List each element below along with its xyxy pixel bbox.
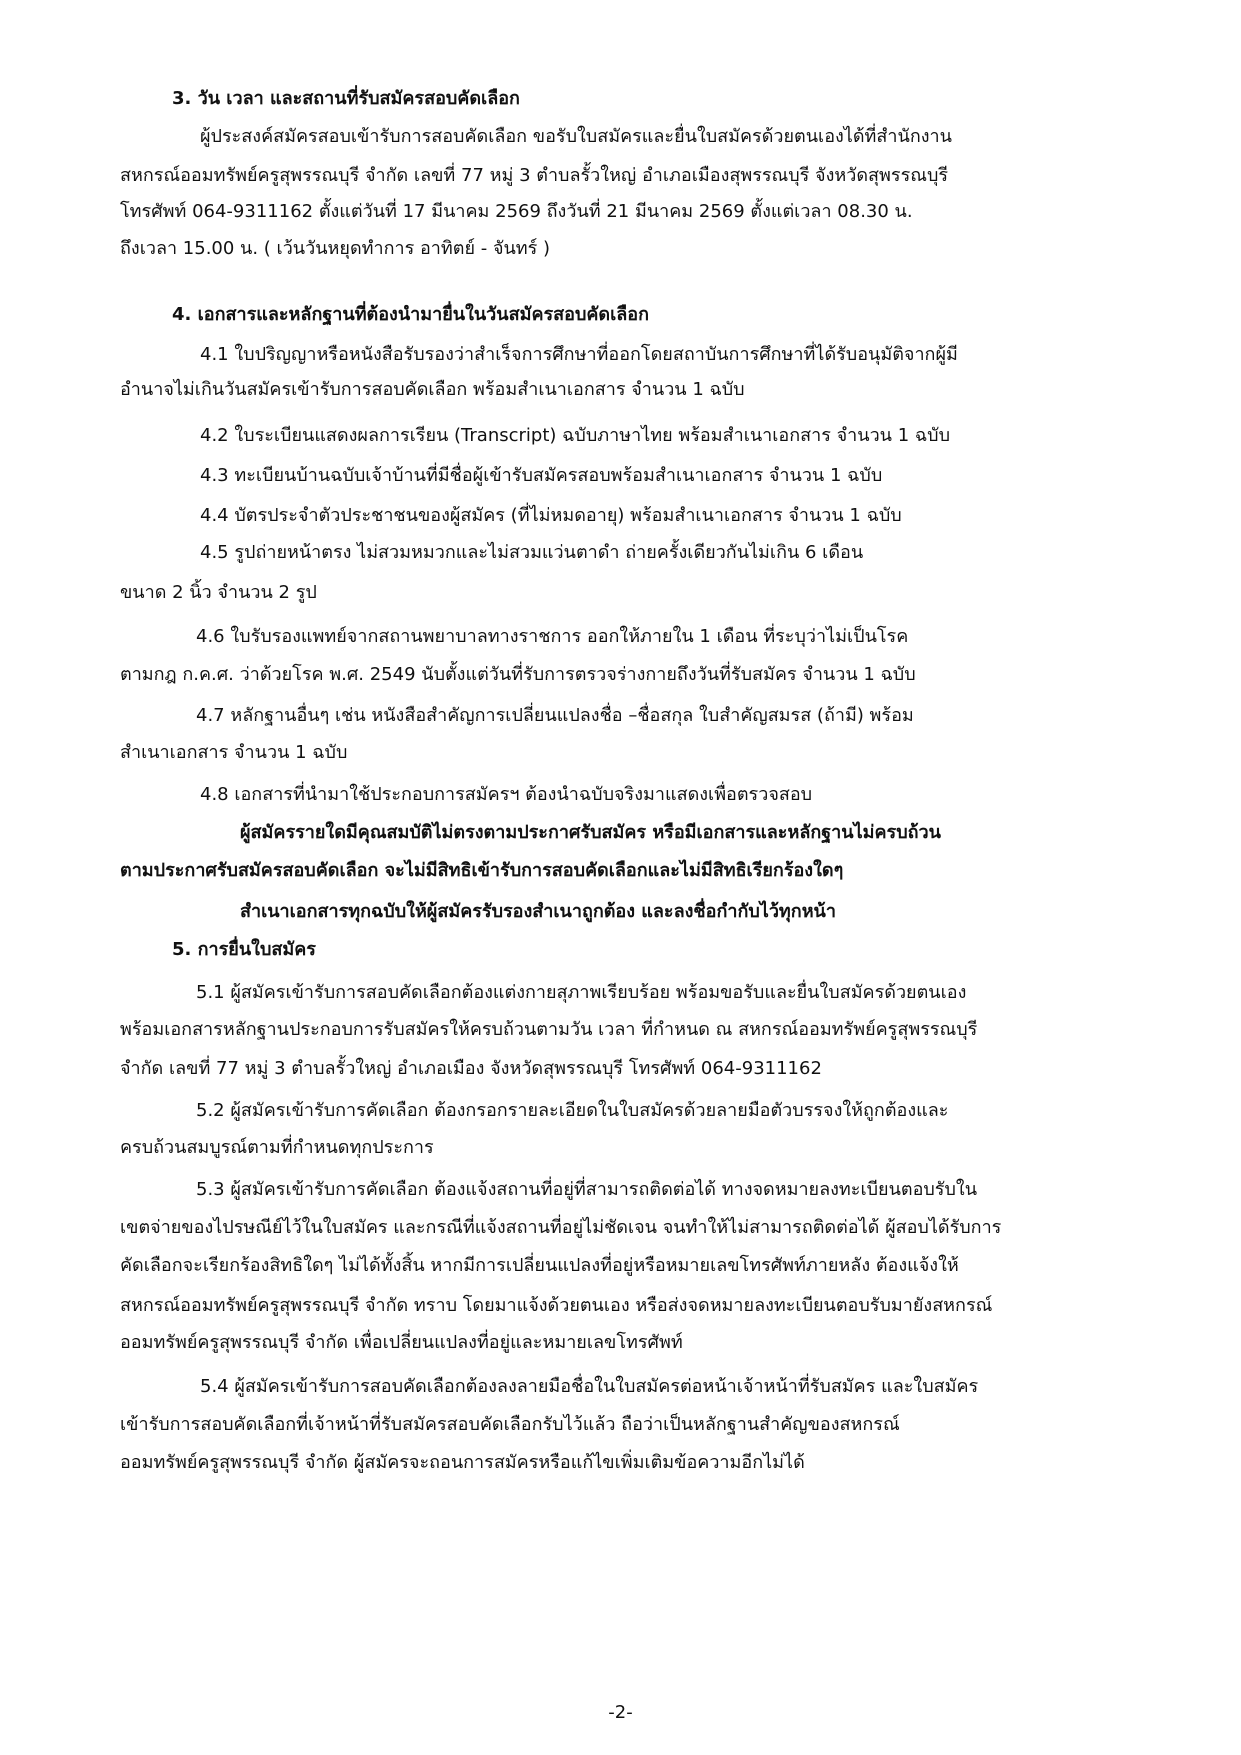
list-item-cont: จำกัด เลขที่ 77 หมู่ 3 ตำบลรั้วใหญ่ อำเภอเมือง จังหวัดสุพรรณบุรี โทรศัพท์ 064-9311162 <box>120 1058 822 1079</box>
list-item-cont: สหกรณ์ออมทรัพย์ครูสุพรรณบุรี จำกัด ทราบ โดยมาแจ้งด้วยตนเอง หรือส่งจดหมายลงทะเบียนตอบรับมายังสหกรณ์ <box>120 1295 993 1316</box>
list-item: 4.8 เอกสารที่นำมาใช้ประกอบการสมัครฯ ต้องนำฉบับจริงมาแสดงเพื่อตรวจสอบ <box>200 784 813 805</box>
list-item: 5.4 ผู้สมัครเข้ารับการสอบคัดเลือกต้องลงลายมือชื่อในใบสมัครต่อหน้าเจ้าหน้าที่รับสมัคร และใบสมัคร <box>200 1376 979 1397</box>
list-item-cont: ครบถ้วนสมบูรณ์ตามที่กำหนดทุกประการ <box>120 1137 434 1158</box>
list-item-cont: ออมทรัพย์ครูสุพรรณบุรี จำกัด ผู้สมัครจะถอนการสมัครหรือแก้ไขเพิ่มเติมข้อความอีกไม่ได้ <box>120 1452 805 1473</box>
paragraph-line: สหกรณ์ออมทรัพย์ครูสุพรรณบุรี จำกัด เลขที่ 77 หมู่ 3 ตำบลรั้วใหญ่ อำเภอเมืองสุพรรณบุรี จังหวัดสุพรรณบุรี <box>120 165 949 186</box>
list-item-cont: สำเนาเอกสาร จำนวน 1 ฉบับ <box>120 742 348 763</box>
list-item-cont: ตามกฎ ก.ค.ศ. ว่าด้วยโรค พ.ศ. 2549 นับตั้งแต่วันที่รับการตรวจร่างกายถึงวันที่รับสมัคร จำนวน 1 ฉบับ <box>120 664 916 685</box>
section-4-heading: 4. เอกสารและหลักฐานที่ต้องนำมายื่นในวันสมัครสอบคัดเลือก <box>172 304 649 325</box>
list-item: 4.5 รูปถ่ายหน้าตรง ไม่สวมหมวกและไม่สวมแว่นตาดำ ถ่ายครั้งเดียวกันไม่เกิน 6 เดือน <box>200 542 864 563</box>
list-item-cont: อำนาจไม่เกินวันสมัครเข้ารับการสอบคัดเลือก พร้อมสำเนาเอกสาร จำนวน 1 ฉบับ <box>120 379 745 400</box>
list-item: 4.4 บัตรประจำตัวประชาชนของผู้สมัคร (ที่ไม่หมดอายุ) พร้อมสำเนาเอกสาร จำนวน 1 ฉบับ <box>200 505 902 526</box>
list-item-cont: ขนาด 2 นิ้ว จำนวน 2 รูป <box>120 582 317 603</box>
list-item: 4.2 ใบระเบียนแสดงผลการเรียน (Transcript) ฉบับภาษาไทย พร้อมสำเนาเอกสาร จำนวน 1 ฉบับ <box>200 425 950 446</box>
list-item: 4.6 ใบรับรองแพทย์จากสถานพยาบาลทางราชการ ออกให้ภายใน 1 เดือน ที่ระบุว่าไม่เป็นโรค <box>196 626 909 647</box>
list-item: 5.2 ผู้สมัครเข้ารับการคัดเลือก ต้องกรอกรายละเอียดในใบสมัครด้วยลายมือตัวบรรจงให้ถูกต้องและ <box>196 1100 949 1121</box>
list-item-cont: พร้อมเอกสารหลักฐานประกอบการรับสมัครให้ครบถ้วนตามวัน เวลา ที่กำหนด ณ สหกรณ์ออมทรัพย์ครูสุพรรณบุรี <box>120 1019 978 1040</box>
notice-line: ตามประกาศรับสมัครสอบคัดเลือก จะไม่มีสิทธิเข้ารับการสอบคัดเลือกและไม่มีสิทธิเรียกร้องใดๆ <box>120 860 844 881</box>
list-item: 5.3 ผู้สมัครเข้ารับการคัดเลือก ต้องแจ้งสถานที่อยู่ที่สามารถติดต่อได้ ทางจดหมายลงทะเบียนตอบรับใน <box>196 1179 977 1200</box>
paragraph-line: ผู้ประสงค์สมัครสอบเข้ารับการสอบคัดเลือก ขอรับใบสมัครและยื่นใบสมัครด้วยตนเองได้ที่สำนักงาน <box>200 126 952 147</box>
page-number: -2- <box>608 1702 633 1723</box>
notice-line: สำเนาเอกสารทุกฉบับให้ผู้สมัครรับรองสำเนาถูกต้อง และลงชื่อกำกับไว้ทุกหน้า <box>240 901 836 922</box>
section-5-heading: 5. การยื่นใบสมัคร <box>172 939 316 960</box>
list-item-cont: เขตจ่ายของไปรษณีย์ไว้ในใบสมัคร และกรณีที่แจ้งสถานที่อยู่ไม่ชัดเจน จนทำให้ไม่สามารถติดต่อได้ ผู้สอบได้รับการ <box>120 1217 1002 1238</box>
list-item: 4.7 หลักฐานอื่นๆ เช่น หนังสือสำคัญการเปลี่ยนแปลงชื่อ –ชื่อสกุล ใบสำคัญสมรส (ถ้ามี) พร้อม <box>196 705 914 726</box>
list-item: 4.1 ใบปริญญาหรือหนังสือรับรองว่าสำเร็จการศึกษาที่ออกโดยสถาบันการศึกษาที่ได้รับอนุมัติจากผู้มี <box>200 344 958 365</box>
paragraph-line: โทรศัพท์ 064-9311162 ตั้งแต่วันที่ 17 มีนาคม 2569 ถึงวันที่ 21 มีนาคม 2569 ตั้งแต่เวลา 08.30 น. <box>120 201 913 222</box>
section-3-heading: 3. วัน เวลา และสถานที่รับสมัครสอบคัดเลือก <box>172 88 520 109</box>
list-item-cont: ออมทรัพย์ครูสุพรรณบุรี จำกัด เพื่อเปลี่ยนแปลงที่อยู่และหมายเลขโทรศัพท์ <box>120 1332 683 1353</box>
list-item: 4.3 ทะเบียนบ้านฉบับเจ้าบ้านที่มีชื่อผู้เข้ารับสมัครสอบพร้อมสำเนาเอกสาร จำนวน 1 ฉบับ <box>200 465 883 486</box>
list-item-cont: คัดเลือกจะเรียกร้องสิทธิใดๆ ไม่ได้ทั้งสิ้น หากมีการเปลี่ยนแปลงที่อยู่หรือหมายเลขโทรศัพท์ภายหลัง ต้องแจ้งให้ <box>120 1255 959 1276</box>
list-item: 5.1 ผู้สมัครเข้ารับการสอบคัดเลือกต้องแต่งกายสุภาพเรียบร้อย พร้อมขอรับและยื่นใบสมัครด้วยตนเอง <box>196 982 967 1003</box>
paragraph-line: ถึงเวลา 15.00 น. ( เว้นวันหยุดทำการ อาทิตย์ - จันทร์ ) <box>120 238 551 259</box>
list-item-cont: เข้ารับการสอบคัดเลือกที่เจ้าหน้าที่รับสมัครสอบคัดเลือกรับไว้แล้ว ถือว่าเป็นหลักฐานสำคัญของสหกรณ์ <box>120 1414 900 1435</box>
notice-line: ผู้สมัครรายใดมีคุณสมบัติไม่ตรงตามประกาศรับสมัคร หรือมีเอกสารและหลักฐานไม่ครบถ้วน <box>240 822 941 843</box>
